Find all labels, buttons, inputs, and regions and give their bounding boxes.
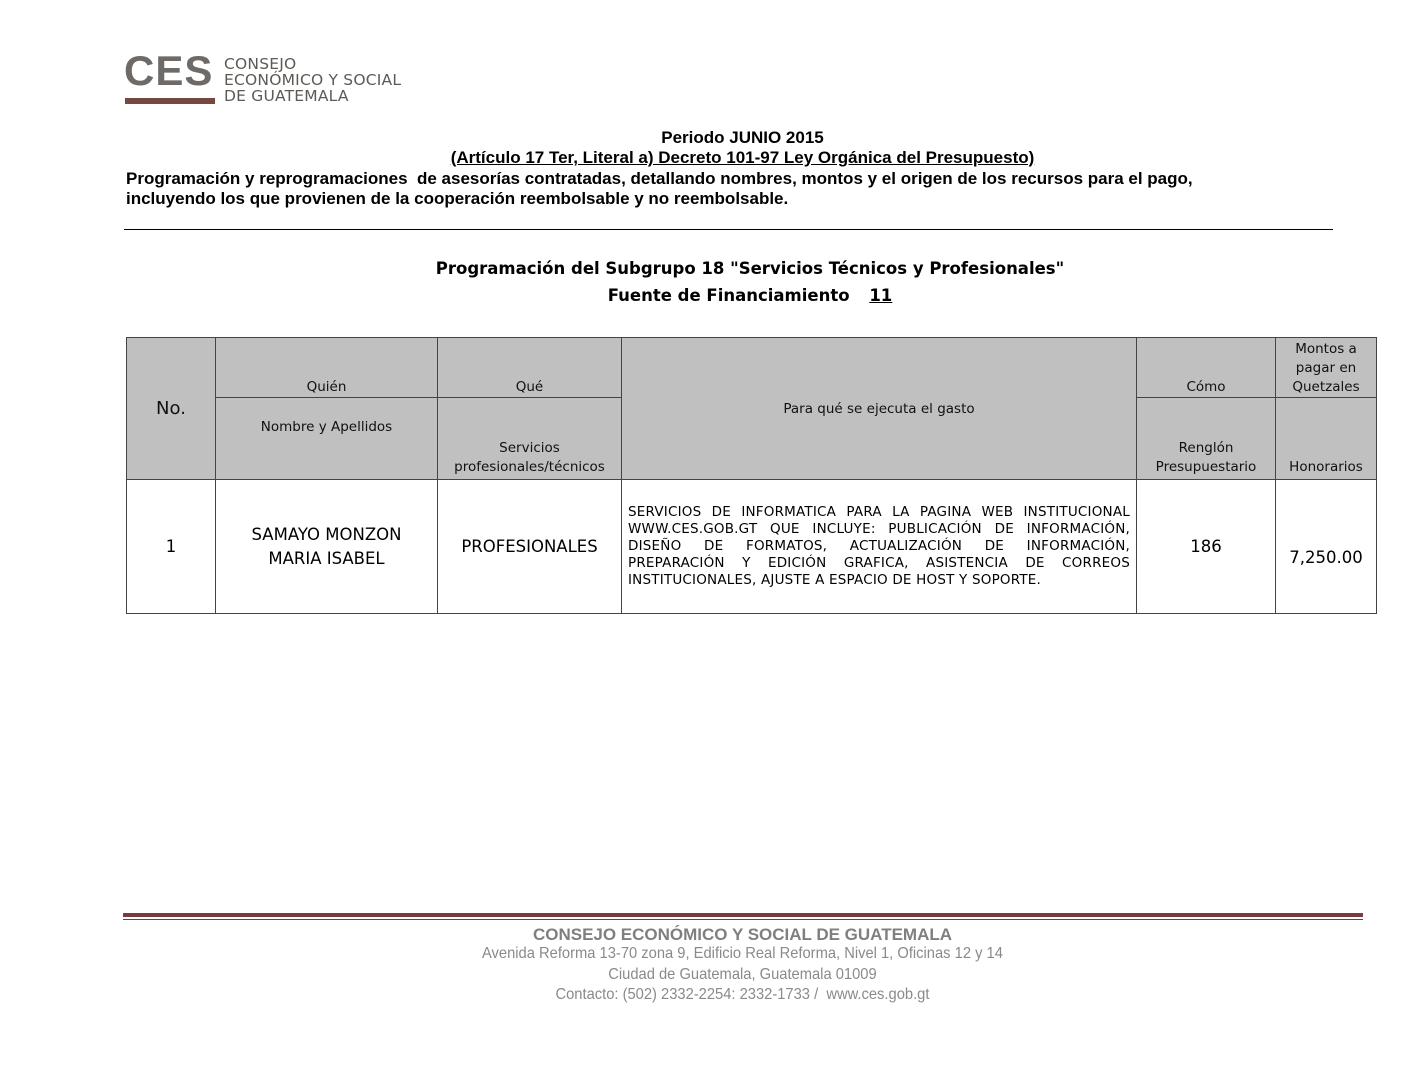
heading-divider [124, 229, 1333, 230]
description-line-2: incluyendo los que provienen de la cooperación reembolsable y no reembolsable. [126, 189, 789, 208]
document-description [126, 169, 1356, 209]
logo-line-1: CONSEJO [224, 55, 297, 73]
cell-tipo: PROFESIONALES [438, 480, 622, 614]
cell-honorarios: 7,250.00 [1276, 480, 1377, 614]
name-line-2: MARIA ISABEL [268, 548, 385, 568]
logo-wordmark [224, 56, 401, 104]
funding-source [0, 286, 1408, 305]
legal-reference: (Artículo 17 Ter, Literal a) Decreto 101-97 Ley Orgánica del Presupuesto) [450, 148, 1035, 167]
description-line-1: Programación y reprogramaciones de asesorías contratadas, detallando nombres, montos y el origen de los recursos para el pago, [126, 169, 1193, 188]
funding-source-number: 11 [869, 286, 893, 305]
cell-descripcion: SERVICIOS DE INFORMATICA PARA LA PAGINA WEB INSTITUCIONAL WWW.CES.GOB.GT QUE INCLUYE: PUBLICACIÓN DE INFORMACIÓN, DISEÑO DE FORMATOS, ACTUALIZACIÓN DE INFORMACIÓN, PREPARACIÓN Y EDICIÓN GRAFICA, ASISTENCIA DE CORREOS INSTITUCIONALES, AJUSTE A ESPACIO DE HOST Y SOPORTE. [622, 480, 1137, 614]
header-para-que: Para qué se ejecuta el gasto [622, 338, 1137, 480]
header-quien: Quién [216, 338, 438, 398]
footer-city: Ciudad de Guatemala, Guatemala 01009 [608, 966, 877, 983]
period-title: Periodo JUNIO 2015 [661, 128, 824, 147]
logo-line-3: DE GUATEMALA [224, 87, 349, 105]
header-servicios: Servicios profesionales/técnicos [438, 398, 622, 480]
footer-rule-thin [123, 919, 1363, 920]
services-table [126, 337, 1377, 614]
funding-source-label: Fuente de Financiamiento [607, 286, 850, 305]
footer-rule-thick [123, 913, 1363, 917]
header-no: No. [127, 338, 216, 480]
header-renglon: Renglón Presupuestario [1137, 398, 1276, 480]
table-header-row-1 [127, 338, 1377, 398]
footer-contact: Contacto: (502) 2332-2254: 2332-1733 / www.ces.gob.gt [555, 986, 930, 1003]
header-honorarios: Honorarios [1276, 398, 1377, 480]
name-line-1: SAMAYO MONZON [251, 524, 402, 544]
header-como: Cómo [1137, 338, 1276, 398]
logo-bar [125, 98, 215, 104]
header-montos: Montos a pagar en Quetzales [1276, 338, 1377, 398]
ces-logo [124, 47, 424, 108]
cell-renglon: 186 [1137, 480, 1276, 614]
logo-acronym: CES [124, 47, 214, 94]
footer-title: CONSEJO ECONÓMICO Y SOCIAL DE GUATEMALA [532, 925, 953, 944]
cell-name [216, 480, 438, 614]
table-row [127, 480, 1377, 614]
header-nombre: Nombre y Apellidos [216, 398, 438, 480]
header-que: Qué [438, 338, 622, 398]
logo-line-2: ECONÓMICO Y SOCIAL [224, 71, 402, 89]
footer-address: Avenida Reforma 13-70 zona 9, Edificio Real Reforma, Nivel 1, Oficinas 12 y 14 [481, 945, 1003, 962]
section-subtitle: Programación del Subgrupo 18 "Servicios Técnicos y Profesionales" [435, 259, 1065, 278]
cell-no: 1 [127, 480, 216, 614]
